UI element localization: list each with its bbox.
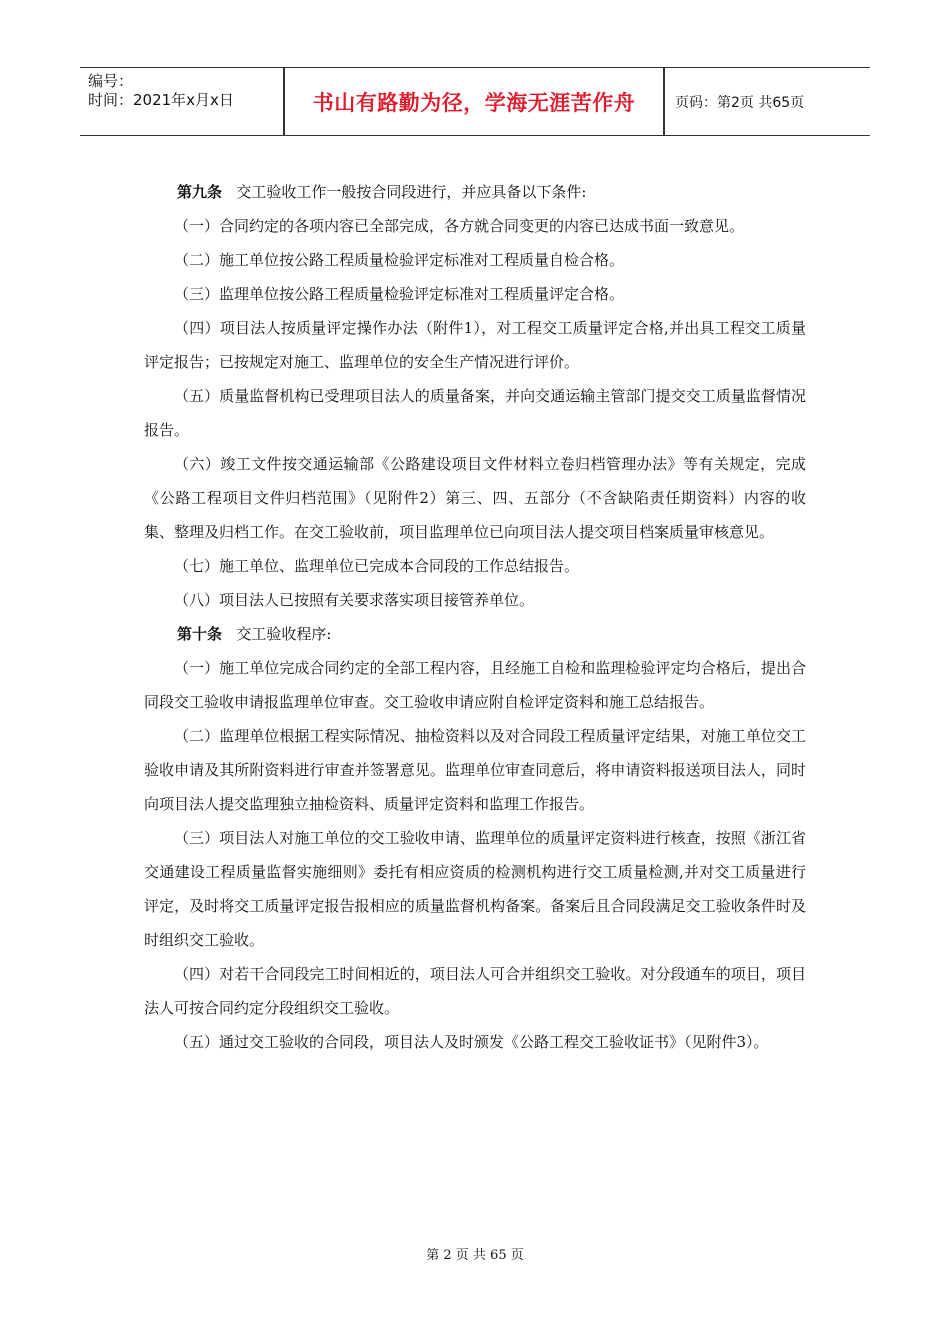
paragraph-text: （一）施工单位完成合同约定的全部工程内容，且经施工自检和监理检验评定均合格后，提出合同段交工验收申请报监理单位审查。交工验收申请应附自检评定资料和施工总结报告。 [144, 659, 806, 711]
item-paragraph [144, 209, 806, 243]
page-footer: 第 2 页 共 65 页 [426, 1248, 524, 1263]
paragraph-text: （二）施工单位按公路工程质量检验评定标准对工程质量自检合格。 [174, 251, 625, 269]
item-paragraph [144, 379, 806, 447]
item-paragraph [144, 957, 806, 1025]
header-motto: 书山有路勤为径，学海无涯苦作舟 [312, 90, 636, 115]
header-meta [88, 72, 234, 110]
clause-heading: 第九条 [177, 183, 223, 201]
item-paragraph [144, 447, 806, 549]
paragraph-text: 交工验收程序: [236, 625, 332, 643]
item-paragraph [144, 1025, 806, 1059]
paragraph-text: （四）对若干合同段完工时间相近的，项目法人可合并组织交工验收。对分段通车的项目，项目法人可按合同约定分段组织交工验收。 [144, 965, 806, 1017]
item-paragraph [144, 277, 806, 311]
paragraph-text: （一）合同约定的各项内容已全部完成，各方就合同变更的内容已达成书面一致意见。 [174, 217, 745, 235]
document-body [144, 175, 806, 1059]
paragraph-text: （八）项目法人已按照有关要求落实项目接管养单位。 [174, 591, 535, 609]
item-paragraph [144, 549, 806, 583]
clause-paragraph [144, 617, 806, 651]
paragraph-text: （四）项目法人按质量评定操作办法（附件1），对工程交工质量评定合格,并出具工程交工质量评定报告；已按规定对施工、监理单位的安全生产情况进行评价。 [144, 319, 806, 371]
item-paragraph [144, 651, 806, 719]
paragraph-text: （五）质量监督机构已受理项目法人的质量备案，并向交通运输主管部门提交交工质量监督情况报告。 [144, 387, 806, 439]
clause-heading: 第十条 [177, 625, 223, 643]
paragraph-text: （五）通过交工验收的合同段，项目法人及时颁发《公路工程交工验收证书》（见附件3）。 [174, 1033, 769, 1051]
item-paragraph [144, 583, 806, 617]
time-label: 时间：2021年x月x日 [88, 91, 234, 109]
paragraph-text: （二）监理单位根据工程实际情况、抽检资料以及对合同段工程质量评定结果，对施工单位交工验收申请及其所附资料进行审查并签署意见。监理单位审查同意后，将申请资料报送项目法人，同时向项目法人提交监理独立抽检资料、质量评定资料和监理工作报告。 [144, 727, 806, 813]
paragraph-text: （三）项目法人对施工单位的交工验收申请、监理单位的质量评定资料进行核查，按照《浙江省交通建设工程质量监督实施细则》委托有相应资质的检测机构进行交工质量检测,并对交工质量进行评定，及时将交工质量评定报告报相应的质量监督机构备案。备案后且合同段满足交工验收条件时及时组织交工验收。 [144, 829, 806, 949]
code-label: 编号： [88, 72, 134, 90]
paragraph-text: （六）竣工文件按交通运输部《公路建设项目文件材料立卷归档管理办法》等有关规定，完成《公路工程项目文件归档范围》（见附件2）第三、四、五部分（不含缺陷责任期资料）内容的收集、整理及归档工作。在交工验收前，项目监理单位已向项目法人提交项目档案质量审核意见。 [144, 455, 806, 541]
paragraph-text: 交工验收工作一般按合同段进行，并应具备以下条件: [236, 183, 587, 201]
item-paragraph [144, 311, 806, 379]
clause-paragraph [144, 175, 806, 209]
item-paragraph [144, 719, 806, 821]
paragraph-text: （三）监理单位按公路工程质量检验评定标准对工程质量评定合格。 [174, 285, 625, 303]
item-paragraph [144, 821, 806, 957]
item-paragraph [144, 243, 806, 277]
paragraph-text: （七）施工单位、监理单位已完成本合同段的工作总结报告。 [174, 557, 580, 575]
page-header [80, 67, 870, 136]
header-page-info: 页码：第2页 共65页 [675, 94, 805, 111]
